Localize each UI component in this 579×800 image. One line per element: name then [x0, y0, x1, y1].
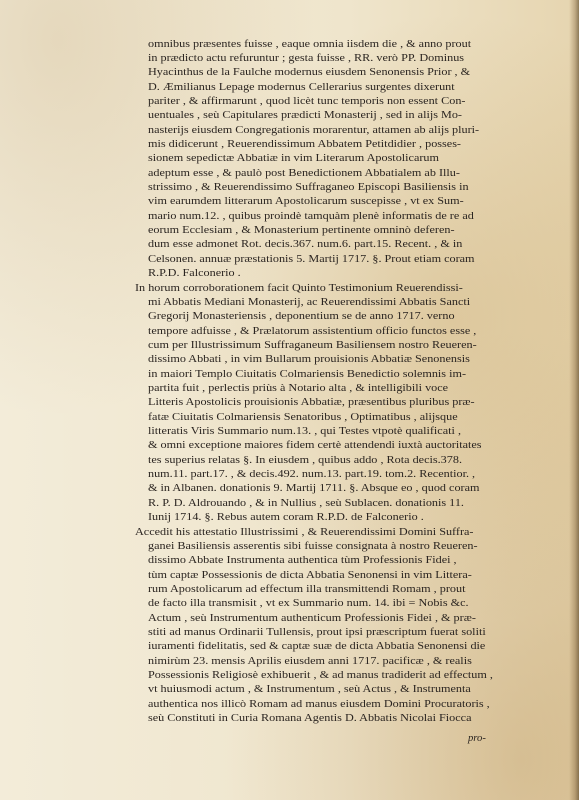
text-line: stiti ad manus Ordinarii Tullensis, prout ipsi præscriptum fuerat soliti [148, 627, 486, 638]
text-line: vt huiusmodi actum , & Instrumentum , seù Actus , & Instrumenta [148, 684, 471, 695]
text-line: Gregorij Monasteriensis , deponentium se de anno 1717. verno [148, 311, 455, 322]
catchword: pro- [468, 733, 486, 744]
text-line: ganei Basiliensis asserentis sibi fuisse consignata à nostro Reueren- [148, 541, 478, 552]
text-line: adeptum esse , & paulò post Benedictionem Abbatialem ab Illu- [148, 168, 460, 179]
text-line: iuramenti fidelitatis, sed & captæ suæ de dicta Abbatia Senonensi die [148, 641, 486, 652]
text-line: tempore adfuisse , & Prælatorum assistentium officio functos esse , [148, 326, 477, 337]
text-line: vim earumdem litterarum Apostolicarum suscepisse , vt ex Sum- [148, 196, 464, 207]
text-line: dissimo Abbati , in vim Bullarum prouisionis Abbatiæ Senonensis [148, 354, 470, 365]
text-line: cum per Illustrissimum Suffraganeum Basiliensem nostro Reueren- [148, 340, 477, 351]
text-line: mis didicerunt , Reuerendissimum Abbatem Petitdidier , posses- [148, 139, 461, 150]
text-line: uentuales , seù Capitulares prædicti Monasterij , sed in alijs Mo- [148, 110, 463, 121]
text-line: R.P.D. Falconerio . [148, 268, 241, 279]
text-line: pariter , & affirmarunt , quod licèt tunc temporis non essent Con- [148, 96, 466, 107]
text-line: partita fuit , perlectis priùs à Notario alta , & intelligibili voce [148, 383, 449, 394]
text-line: Celsonen. annuæ præstationis 5. Martij 1717. §. Prout etiam coram [148, 254, 475, 265]
text-line: dissimo Abbate Instrumenta authentica tùm Professionis Fidei , [148, 555, 457, 566]
text-line: de facto illa transmisit , vt ex Summario num. 14. ibi = Nobis &c. [148, 598, 469, 609]
text-line: In horum corroborationem facit Quinto Testimonium Reuerendissi- [135, 283, 463, 294]
text-line: Actum , seù Instrumentum authenticum Professionis Fidei , & præ- [148, 613, 476, 624]
text-line: Hyacinthus de la Faulche modernus eiusdem Senonensis Prior , & [148, 67, 471, 78]
text-line: tes superius relatas §. In eiusdem , quibus addo , Rota decis.378. [148, 455, 463, 466]
text-line: rum Apostolicarum ad effectum illa transmittendi Romam , prout [148, 584, 466, 595]
text-line: litteratis Viris Summario num.13. , qui Testes vtpotè qualificati , [148, 426, 461, 437]
text-line: mario num.12. , quibus proindè tamquàm plenè informatis de re ad [148, 211, 474, 222]
text-line: nimirùm 23. mensis Aprilis eiusdem anni 1717. pacificæ , & realis [148, 656, 472, 667]
text-line: nasterijs eiusdem Congregationis morarentur, attamen ab alijs pluri- [148, 125, 480, 136]
text-line: in prædicto actu refuruntur ; gesta fuisse , RR. verò PP. Dominus [148, 53, 465, 64]
text-line: Possessionis Religiosè exhibuerit , & ad manus tradiderit ad effectum , [148, 670, 493, 681]
text-line: & in Albanen. donationis 9. Martij 1711. §. Absque eo , quod coram [148, 483, 480, 494]
text-line: Litteris Apostolicis prouisionis Abbatiæ, præsentibus pluribus præ- [148, 397, 475, 408]
text-line: Iunij 1714. §. Rebus autem coram R.P.D. de Falconerio . [148, 512, 424, 523]
text-line: R. P. D. Aldrouando , & in Nullius , seù Sublacen. donationis 11. [148, 498, 464, 509]
text-line: fatæ Ciuitatis Colmariensis Senatoribus , Optimatibus , alijsque [148, 412, 458, 423]
text-line: in maiori Templo Ciuitatis Colmariensis Benedictio solemnis im- [148, 369, 467, 380]
text-line: seù Constituti in Curia Romana Agentis D. Abbatis Nicolai Fiocca [148, 713, 472, 724]
text-line: & omni exceptione maiores fidem certè attendendi iuxtà auctoritates [148, 440, 482, 451]
text-line: authentica nos illicò Romam ad manus eiusdem Domini Procuratoris , [148, 699, 490, 710]
text-line: dum esse admonet Rot. decis.367. num.6. part.15. Recent. , & in [148, 239, 463, 250]
text-line: omnibus præsentes fuisse , eaque omnia iisdem die , & anno prout [148, 39, 472, 50]
text-line: eorum Ecclesiam , & Monasterium pertinente omninò deferen- [148, 225, 455, 236]
text-line: mi Abbatis Mediani Monasterij, ac Reuerendissimi Abbatis Sancti [148, 297, 471, 308]
text-line: strissimo , & Reuerendissimo Suffraganeo Episcopi Basiliensis in [148, 182, 469, 193]
text-line: D. Æmilianus Lepage modernus Cellerarius surgentes dixerunt [148, 82, 455, 93]
text-line: tùm captæ Possessionis de dicta Abbatia Senonensi in vim Littera- [148, 570, 472, 581]
text-line: num.11. part.17. , & decis.492. num.13. part.19. tom.2. Recentior. , [148, 469, 476, 480]
text-line: Accedit his attestatio Illustrissimi , & Reuerendissimi Domini Suffra- [135, 527, 474, 538]
text-line: sionem sepedictæ Abbatiæ in vim Literarum Apostolicarum [148, 153, 440, 164]
